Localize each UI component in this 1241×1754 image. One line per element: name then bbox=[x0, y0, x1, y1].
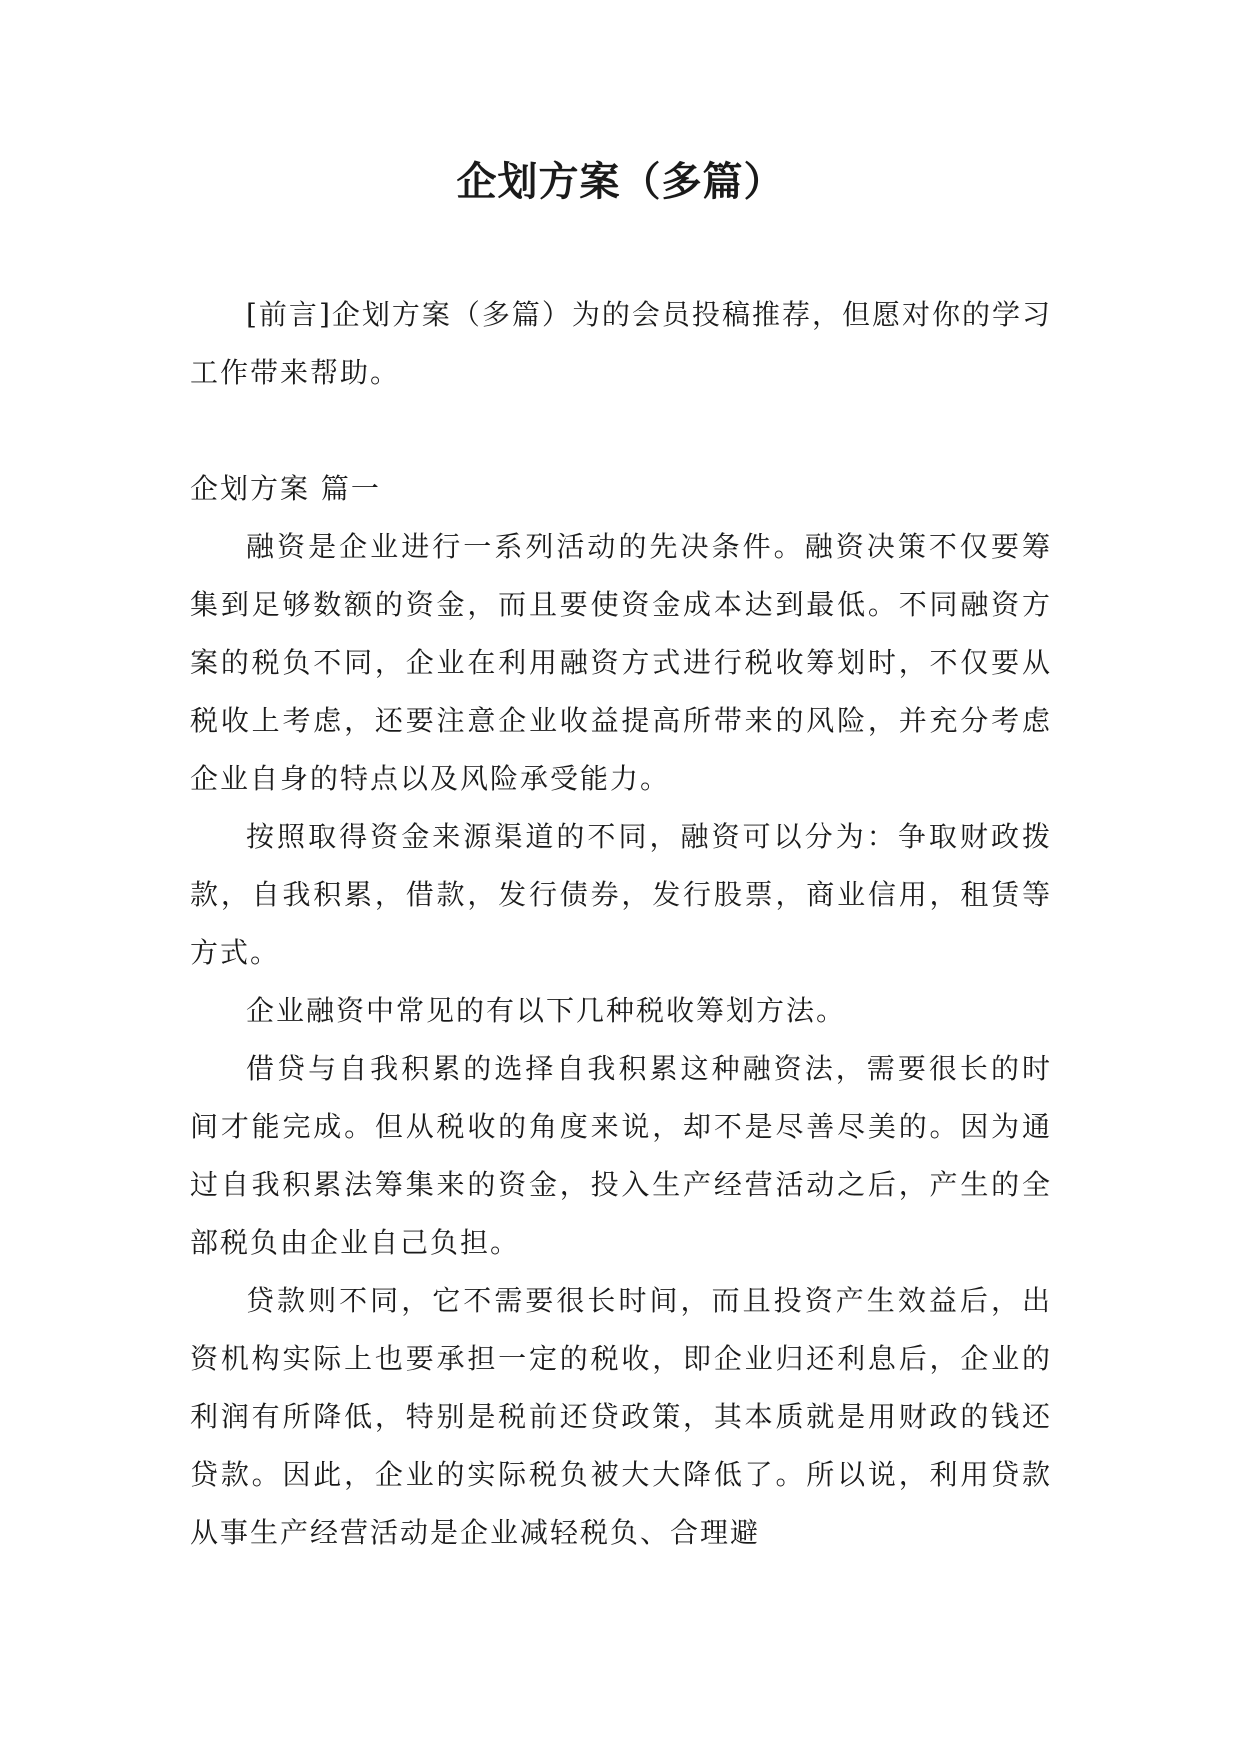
body-paragraph: 贷款则不同，它不需要很长时间，而且投资产生效益后，出资机构实际上也要承担一定的税收，即企业归还利息后，企业的利润有所降低，特别是税前还贷政策，其本质就是用财政的钱还贷款。因此，企业的实际税负被大大降低了。所以说，利用贷款从事生产经营活动是企业减轻税负、合理避 bbox=[190, 1284, 1052, 1549]
document-body bbox=[190, 286, 1052, 1562]
section-heading: 企划方案 篇一 bbox=[190, 472, 381, 505]
body-paragraph: 借贷与自我积累的选择自我积累这种融资法，需要很长的时间才能完成。但从税收的角度来说，却不是尽善尽美的。因为通过自我积累法筹集来的资金，投入生产经营活动之后，产生的全部税负由企业自己负担。 bbox=[190, 1052, 1052, 1259]
document-title: 企划方案（多篇） bbox=[456, 159, 785, 205]
body-paragraph: 按照取得资金来源渠道的不同，融资可以分为：争取财政拨款，自我积累，借款，发行债券，发行股票，商业信用，租赁等方式。 bbox=[190, 820, 1052, 969]
preface-paragraph: [前言]企划方案（多篇）为的会员投稿推荐，但愿对你的学习工作带来帮助。 bbox=[190, 298, 1052, 389]
body-paragraph: 融资是企业进行一系列活动的先决条件。融资决策不仅要筹集到足够数额的资金，而且要使资金成本达到最低。不同融资方案的税负不同，企业在利用融资方式进行税收筹划时，不仅要从税收上考虑，还要注意企业收益提高所带来的风险，并充分考虑企业自身的特点以及风险承受能力。 bbox=[190, 530, 1052, 795]
body-paragraph: 企业融资中常见的有以下几种税收筹划方法。 bbox=[246, 994, 847, 1027]
